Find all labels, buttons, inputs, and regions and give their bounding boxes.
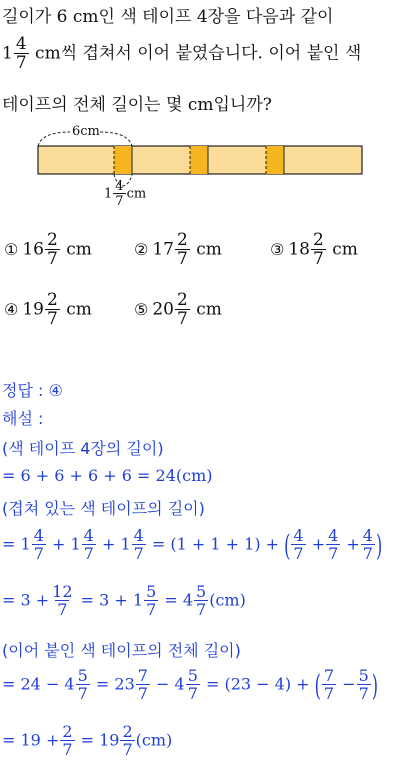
question-line-1: 길이가 6 cm인 색 테이프 4장을 다음과 같이	[2, 7, 334, 27]
choice-3[interactable]: ③ 18 $\frac{2}{7}$ cm	[270, 230, 358, 269]
step-1-equation: = 6 + 6 + 6 + 6 = 24(cm)	[2, 466, 213, 485]
overlap-3	[266, 146, 284, 174]
question-line-3: 테이프의 전체 길이는 몇 cm입니까?	[2, 95, 272, 115]
explanation-label: 해설 :	[2, 409, 44, 428]
overlap-1	[114, 146, 132, 174]
step-1-heading: (색 테이프 4장의 길이)	[2, 439, 164, 458]
question-line-2: 1 $\frac{4}{7}$ cm씩 겹쳐서 이어 붙였습니다. 이어 붙인 색	[2, 34, 362, 73]
fraction: $\frac{4}{7}$	[15, 34, 27, 73]
choice-4[interactable]: ④ 19 $\frac{2}{7}$ cm	[4, 290, 92, 329]
overlap-2	[190, 146, 208, 174]
step-2-equation: = 1 $\frac{4}{7}$ + 1 $\frac{4}{7}$ + 1 $\frac{4}{7}$ = (1 + 1 + 1) + ( $\frac{4}{7}$ + $\frac{4}{7}$ + $\frac{4}{7}$ )	[2, 526, 383, 563]
label-6cm: 6cm	[72, 124, 100, 139]
label-overlap: 1 $\frac{4}{7}$ cm	[104, 179, 147, 209]
choice-2[interactable]: ② 17 $\frac{2}{7}$ cm	[134, 230, 222, 269]
answer-label: 정답 : ④	[2, 381, 63, 400]
bracket-top-right	[100, 132, 132, 146]
step-3-equation: = 24 − 4 $\frac{5}{7}$ = 23 $\frac{7}{7}$ − 4 $\frac{5}{7}$ = (23 − 4) + ( $\frac{7}{7}$ − $\frac{5}{7}$ )	[2, 666, 379, 703]
step-3-heading: (이어 붙인 색 테이프의 전체 길이)	[2, 641, 241, 660]
bracket-top-left	[38, 132, 70, 146]
step-2-heading: (겹쳐 있는 색 테이프의 길이)	[2, 499, 205, 518]
step-2-result: = 3 + $\frac{12}{7}$ = 3 + 1 $\frac{5}{7}$ = 4 $\frac{5}{7}$ (cm)	[2, 582, 246, 619]
choice-1[interactable]: ① 16 $\frac{2}{7}$ cm	[4, 230, 92, 269]
final-result: = 19 + $\frac{2}{7}$ = 19 $\frac{2}{7}$ (cm)	[2, 722, 173, 759]
choice-5[interactable]: ⑤ 20 $\frac{2}{7}$ cm	[134, 290, 222, 329]
